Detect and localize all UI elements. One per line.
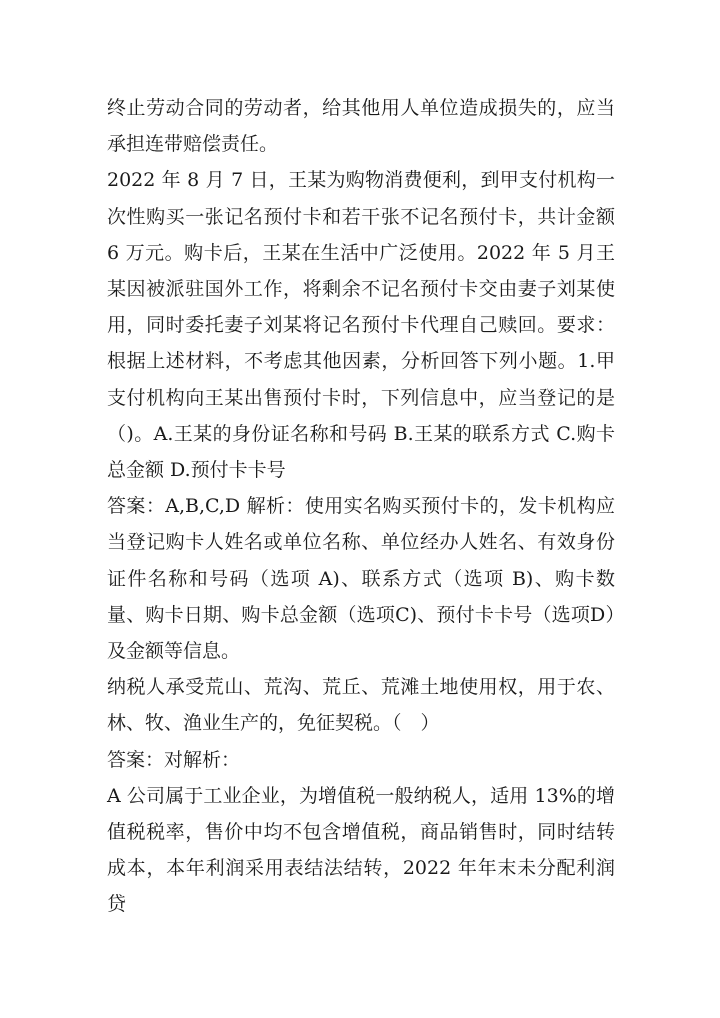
- paragraph-deed-tax-question: 纳税人承受荒山、荒沟、荒丘、荒滩土地使用权，用于农、林、牧、渔业生产的，免征契税。（ ）: [107, 676, 615, 735]
- paragraph-company-a-question: A 公司属于工业企业，为增值税一般纳税人，适用 13%的增值税税率，售价中均不包含增值税，商品销售时，同时结转成本，本年利润采用表结法结转，2022 年年末未分配利润贷: [107, 784, 615, 916]
- document-body: [107, 90, 615, 923]
- paragraph-labor-contract: 终止劳动合同的劳动者，给其他用人单位造成损失的，应当承担连带赔偿责任。: [107, 97, 615, 156]
- paragraph-prepaid-card-question: 2022 年 8 月 7 日，王某为购物消费便利，到甲支付机构一次性购买一张记名预付卡和若干张不记名预付卡，共计金额 6 万元。购卡后，王某在生活中广泛使用。2022 年 5 月王某因被派驻国外工作，将剩余不记名预付卡交由妻子刘某使用，同时委托妻子刘某将记名预付卡代理自己赎回。要求：根据上述材料，不考虑其他因素，分析回答下列小题。1.甲支付机构向王某出售预付卡时，下列信息中，应当登记的是（)。A.王某的身份证名称和号码 B.王某的联系方式 C.购卡总金额 D.预付卡卡号: [107, 169, 615, 482]
- paragraph-deed-tax-answer: 答案：对解析：: [107, 748, 241, 771]
- paragraph-prepaid-card-answer: 答案：A,B,C,D 解析：使用实名购买预付卡的，发卡机构应当登记购卡人姓名或单位名称、单位经办人姓名、有效身份证件名称和号码（选项 A)、联系方式（选项 B)、购卡数量、购卡日期、购卡总金额（选项C)、预付卡卡号（选项D）及金额等信息。: [107, 495, 615, 663]
